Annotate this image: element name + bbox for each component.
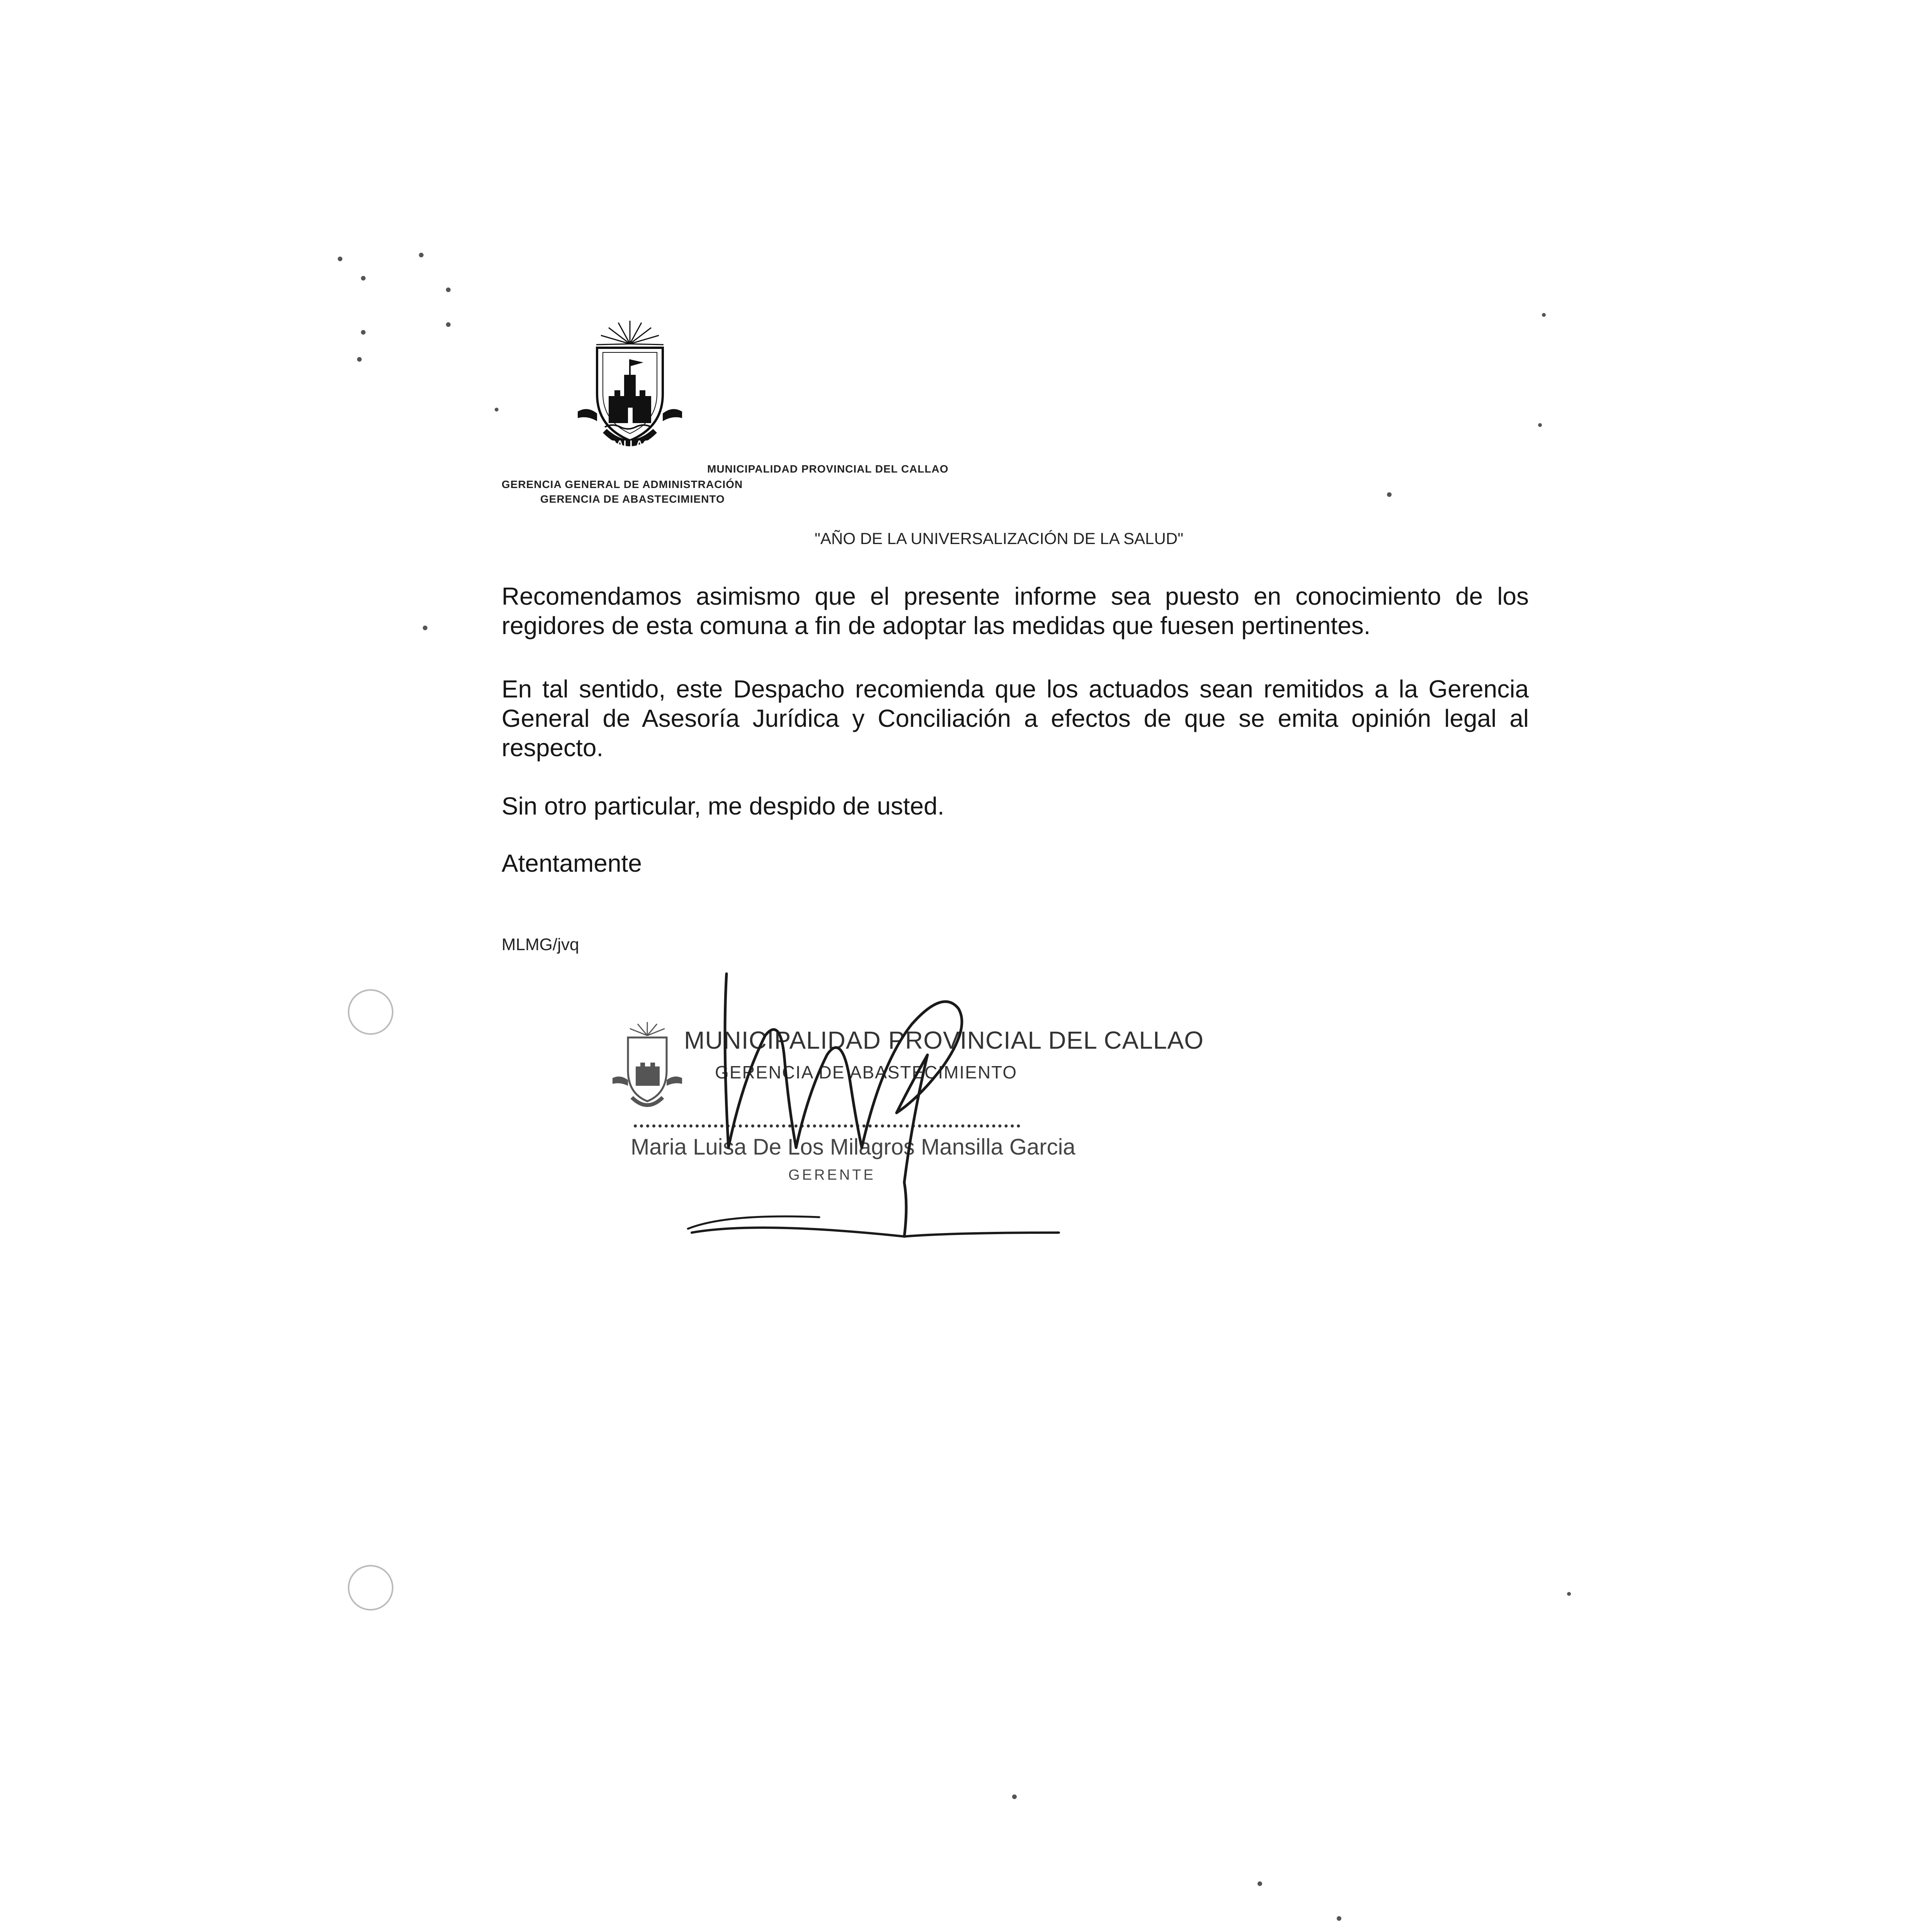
stamp-office: GERENCIA DE ABASTECIMIENTO [715, 1062, 1018, 1082]
body-paragraph: En tal sentido, este Despacho recomienda que los actuados sean remitidos a la Gerencia General de Asesoría Jurídica y Conciliación a efectos de que se emita opinión legal al respecto. [502, 675, 1529, 762]
body-paragraph: Recomendamos asimismo que el presente informe sea puesto en conocimiento de los regidores de esta comuna a fin de adoptar las medidas que fuesen pertinentes. [502, 582, 1529, 639]
header-management: GERENCIA DE ABASTECIMIENTO [540, 493, 725, 505]
closing-line: Sin otro particular, me despido de usted. [502, 792, 944, 820]
sign-off: Atentamente [502, 849, 642, 877]
header-municipality: MUNICIPALIDAD PROVINCIAL DEL CALLAO [707, 463, 949, 475]
signer-role: GERENTE [788, 1167, 876, 1183]
signer-name: Maria Luisa De Los Milagros Mansilla Garcia [631, 1134, 1075, 1160]
header-general-management: GERENCIA GENERAL DE ADMINISTRACIÓN [502, 478, 743, 490]
year-motto: "AÑO DE LA UNIVERSALIZACIÓN DE LA SALUD" [815, 529, 1184, 548]
crest-caption: CALLAO [609, 438, 651, 450]
stamp-entity: MUNICIPALIDAD PROVINCIAL DEL CALLAO [684, 1026, 1204, 1054]
reference-initials: MLMG/jvq [502, 935, 579, 954]
